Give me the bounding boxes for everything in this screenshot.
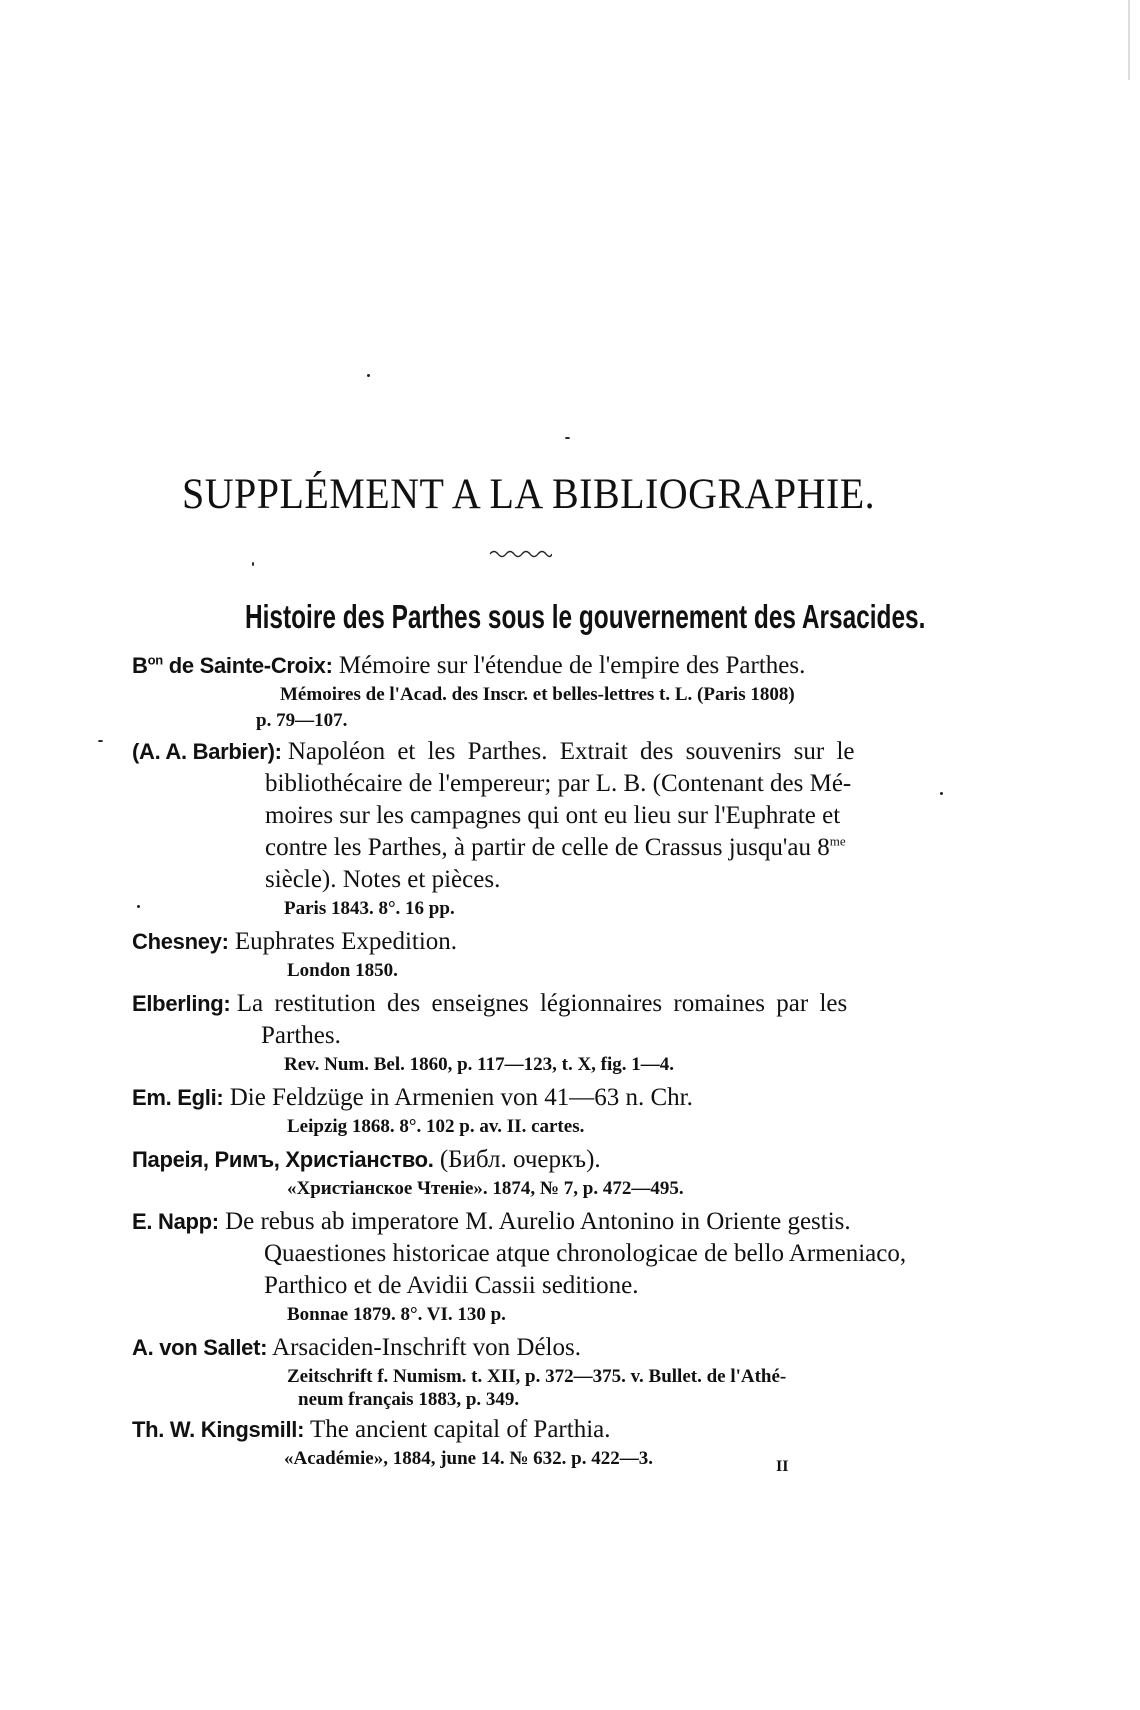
- bib-entry: [132, 1082, 922, 1140]
- entry-publication: London 1850.: [287, 960, 398, 981]
- entry-line: [132, 1414, 922, 1446]
- scan-speck: [137, 905, 140, 908]
- entry-text: Die Feldzüge in Armenien von 41—63 n. Chr.: [229, 1084, 693, 1111]
- scan-speck: [565, 437, 570, 439]
- bib-entry: [132, 1144, 922, 1202]
- entry-line: [132, 736, 922, 768]
- page-title: SUPPLÉMENT A LA BIBLIOGRAPHIE.: [182, 471, 876, 518]
- entry-author: [132, 653, 333, 678]
- entry-text: (Библ. очеркъ).: [439, 1146, 601, 1173]
- author-prefix: B: [132, 653, 148, 678]
- entry-line: [132, 1082, 922, 1114]
- scan-speck: [252, 562, 254, 566]
- author-superscript: on: [147, 652, 163, 668]
- bib-entry: [132, 926, 922, 984]
- entry-line: Parthico et de Avidii Cassii seditione.: [264, 1272, 639, 1299]
- entry-author: Elberling:: [132, 991, 231, 1016]
- bib-entry: [132, 988, 922, 1078]
- scan-speck: [940, 792, 943, 795]
- page-number: II: [776, 1458, 789, 1475]
- entry-author: Пареія, Римъ, Христіанство.: [132, 1147, 434, 1172]
- entry-publication: Mémoires de l'Acad. des Inscr. et belles-lettres t. L. (Paris 1808): [280, 684, 795, 705]
- entry-author: A. von Sallet:: [132, 1335, 268, 1360]
- bib-entry: [132, 1332, 922, 1410]
- entry-line: Quaestiones historicae atque chronologicae de bello Armeniaco,: [264, 1240, 907, 1267]
- wave-ornament-icon: [490, 548, 552, 558]
- entry-author: Chesney:: [132, 929, 229, 954]
- entry-line: [132, 832, 922, 864]
- bib-entry: [132, 650, 922, 734]
- bib-entry: [132, 736, 922, 922]
- ordinal-superscript: me: [829, 833, 846, 849]
- entry-publication: p. 79—107.: [256, 710, 348, 731]
- entry-author: E. Napp:: [132, 1209, 219, 1234]
- entry-publication: Zeitschrift f. Numism. t. XII, p. 372—375. v. Bullet. de l'Athé-: [287, 1366, 787, 1387]
- entry-text: Euphrates Expedition.: [234, 928, 458, 955]
- bibliography-list: [132, 650, 922, 1472]
- entry-author: Em. Egli:: [132, 1085, 224, 1110]
- page-edge: [1128, 0, 1130, 80]
- entry-line: Parthes.: [261, 1022, 341, 1049]
- entry-line: [132, 1332, 922, 1364]
- entry-publication: Leipzig 1868. 8°. 102 p. av. II. cartes.: [287, 1116, 585, 1137]
- entry-author: (A. A. Barbier):: [132, 739, 282, 764]
- bib-entry: [132, 1206, 922, 1328]
- entry-text: The ancient capital of Parthia.: [309, 1416, 611, 1443]
- entry-line: [132, 1206, 922, 1238]
- entry-publication: Rev. Num. Bel. 1860, p. 117—123, t. X, fig. 1—4.: [284, 1054, 675, 1075]
- entry-text: La restitution des enseignes légionnaires romaines par les: [236, 990, 848, 1017]
- entry-line: moires sur les campagnes qui ont eu lieu sur l'Euphrate et: [265, 802, 841, 829]
- entry-line: [132, 1144, 922, 1176]
- entry-publication: «Христіанское Чтеніе». 1874, № 7, p. 472—495.: [287, 1178, 684, 1199]
- entry-line: [132, 926, 922, 958]
- author-name: de Sainte-Croix:: [162, 653, 333, 678]
- entry-line: bibliothécaire de l'empereur; par L. B. (Contenant des Mé-: [265, 770, 852, 797]
- entry-publication: «Académie», 1884, june 14. № 632. p. 422—3.: [284, 1448, 653, 1469]
- entry-text: De rebus ab imperatore M. Aurelio Antonino in Oriente gestis.: [225, 1208, 851, 1235]
- entry-publication: Paris 1843. 8°. 16 pp.: [284, 898, 455, 919]
- entry-text: Napoléon et les Parthes. Extrait des souvenirs sur le: [287, 738, 855, 765]
- entry-text: contre les Parthes, à partir de celle de Crassus jusqu'au 8: [265, 834, 830, 861]
- scan-speck: [367, 374, 370, 377]
- section-subtitle: Histoire des Parthes sous le gouvernement des Arsacides.: [245, 598, 926, 635]
- entry-text: Mémoire sur l'étendue de l'empire des Parthes.: [338, 652, 806, 679]
- entry-text: Arsaciden-Inschrift von Délos.: [272, 1334, 581, 1361]
- entry-publication: neum français 1883, p. 349.: [298, 1389, 520, 1410]
- entry-line: [132, 650, 922, 682]
- scan-speck: [98, 740, 103, 742]
- bib-entry: [132, 1414, 922, 1472]
- entry-line: siècle). Notes et pièces.: [265, 866, 501, 893]
- entry-line: [132, 988, 922, 1020]
- entry-author: Th. W. Kingsmill:: [132, 1417, 305, 1442]
- entry-publication: Bonnae 1879. 8°. VI. 130 p.: [287, 1304, 506, 1325]
